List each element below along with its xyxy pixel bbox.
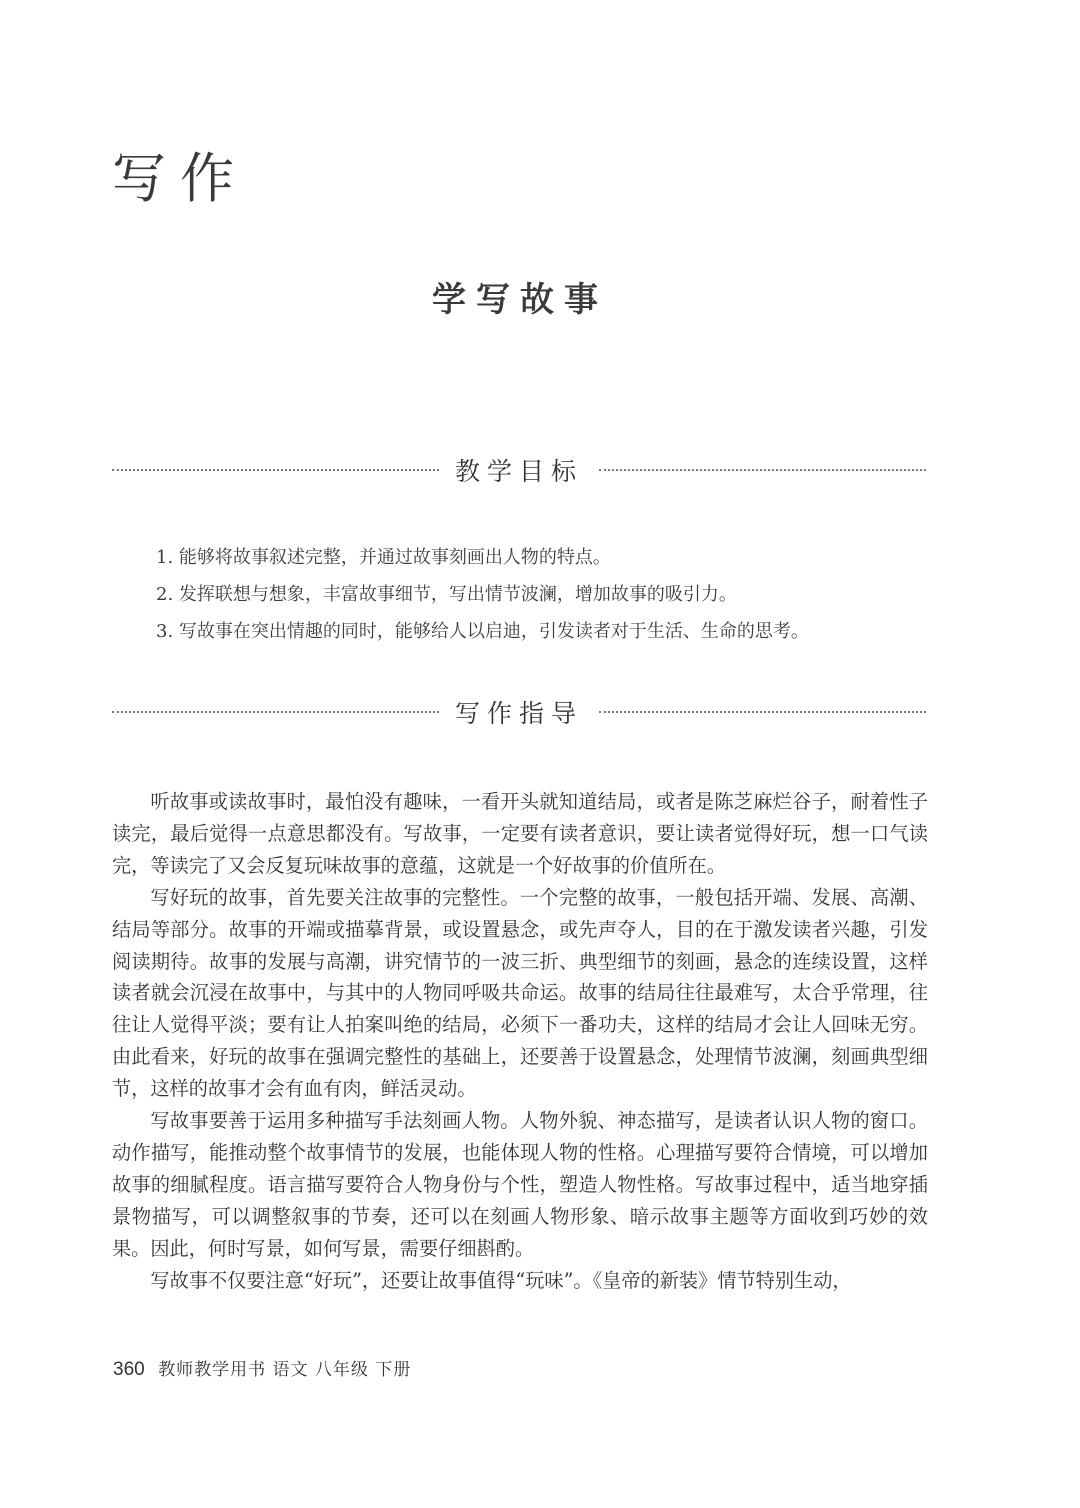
- body-paragraph: 写故事要善于运用多种描写手法刻画人物。人物外貌、神态描写，是读者认识人物的窗口。动作描写，能推动整个故事情节的发展，也能体现人物的性格。心理描写要符合情境，可以增加故事的细腻程度。语言描写要符合人物身份与个性，塑造人物性格。写故事过程中，适当地穿插景物描写，可以调整叙事的节奏，还可以在刻画人物形象、暗示故事主题等方面收到巧妙的效果。因此，何时写景，如何写景，需要仔细斟酌。: [112, 1109, 928, 1260]
- page-number: 360: [113, 1359, 145, 1380]
- chapter-title: 写作: [112, 147, 248, 210]
- goal-item: 3. 写故事在突出情趣的同时，能够给人以启迪，引发读者对于生活、生命的思考。: [156, 621, 809, 642]
- body-paragraph: 写好玩的故事，首先要关注故事的完整性。一个完整的故事，一般包括开端、发展、高潮、结局等部分。故事的开端或描摹背景，或设置悬念，或先声夺人，目的在于激发读者兴趣，引发阅读期待。故事的发展与高潮，讲究情节的一波三折、典型细节的刻画，悬念的连续设置，这样读者就会沉浸在故事中，与其中的人物同呼吸共命运。故事的结局往往最难写，太合乎常理，往往让人觉得平淡；要有让人拍案叫绝的结局，必须下一番功夫，这样的结局才会让人回味无穷。由此看来，好玩的故事在强调完整性的基础上，还要善于设置悬念，处理情节波澜，刻画典型细节，这样的故事才会有血有肉，鲜活灵动。: [112, 885, 928, 1101]
- goal-item: 1. 能够将故事叙述完整，并通过故事刻画出人物的特点。: [156, 547, 611, 568]
- dotted-rule-left: [112, 469, 439, 471]
- page-footer: [113, 1355, 411, 1381]
- lesson-title: 学写故事: [432, 280, 608, 320]
- dotted-rule-left: [112, 711, 439, 713]
- writing-guide-body: [112, 786, 928, 1297]
- goals-heading-label: 教学目标: [455, 457, 584, 486]
- book-title: 教师教学用书 语文 八年级 下册: [158, 1360, 412, 1380]
- dotted-rule-right: [599, 469, 926, 471]
- body-paragraph: 听故事或读故事时，最怕没有趣味，一看开头就知道结局，或者是陈芝麻烂谷子，耐着性子读完，最后觉得一点意思都没有。写故事，一定要有读者意识，要让读者觉得好玩，想一口气读完，等读完了又会反复玩味故事的意蕴，这就是一个好故事的价值所在。: [112, 790, 928, 877]
- guide-heading-label: 写作指导: [455, 699, 584, 728]
- goal-item: 2. 发挥联想与想象，丰富故事细节，写出情节波澜，增加故事的吸引力。: [156, 584, 737, 605]
- guide-section-heading: [112, 692, 926, 732]
- teaching-goals-list: [156, 539, 936, 650]
- dotted-rule-right: [599, 711, 926, 713]
- goals-section-heading: [112, 450, 926, 490]
- body-paragraph: 写故事不仅要注意“好玩”，还要让故事值得“玩味”。《皇帝的新装》情节特别生动，: [150, 1268, 852, 1292]
